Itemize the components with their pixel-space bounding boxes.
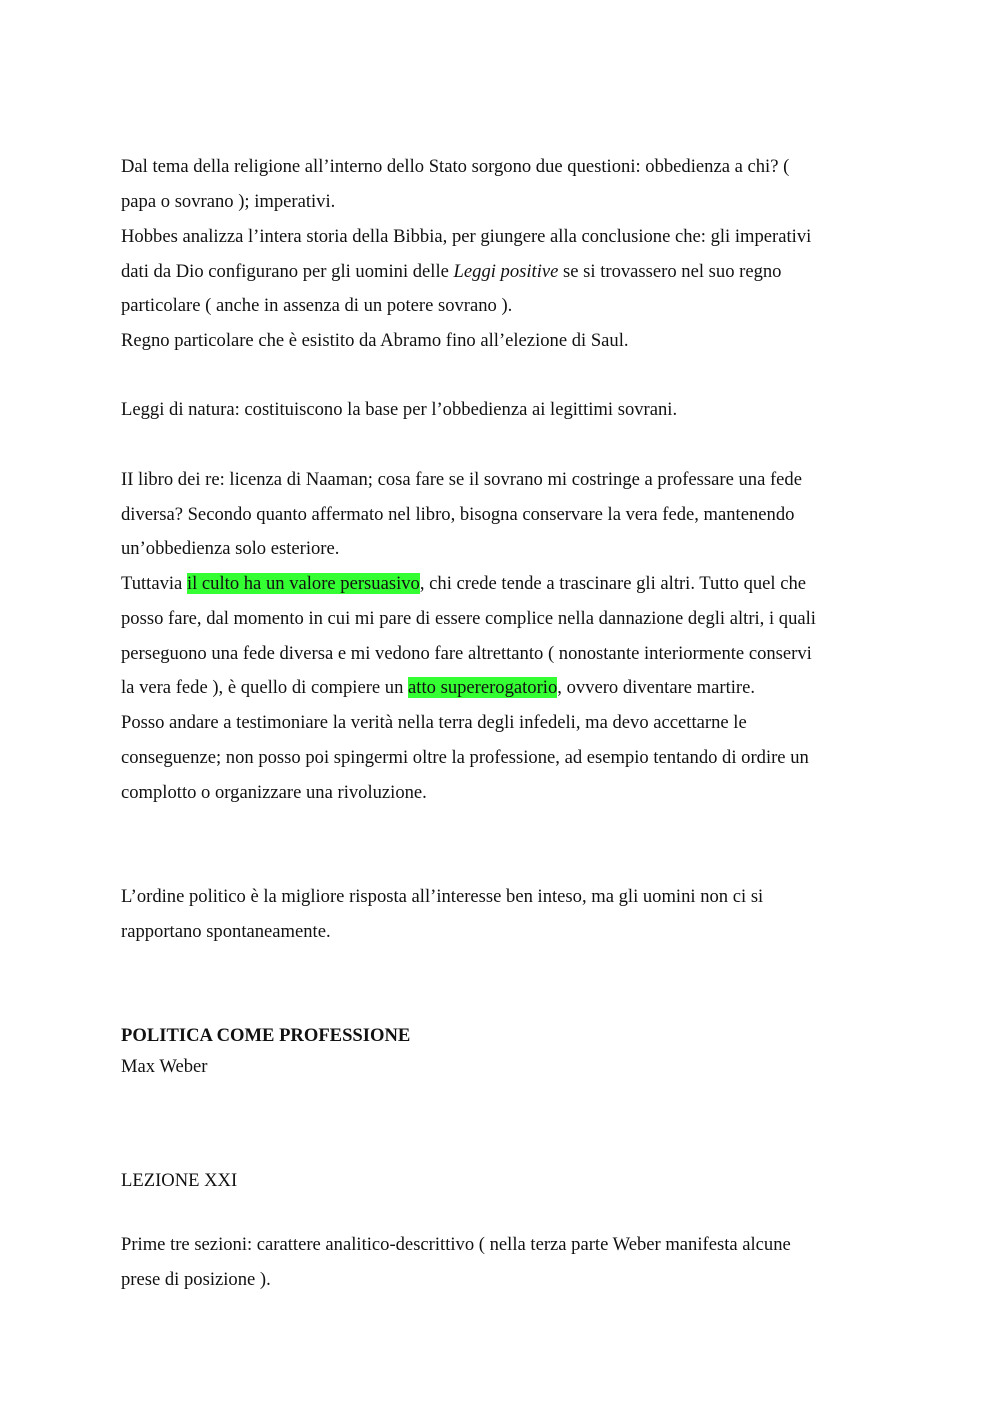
section-title: POLITICA COME PROFESSIONE [121,1025,411,1046]
lesson-heading: LEZIONE XXI [121,1170,238,1191]
paragraph-line: Prime tre sezioni: carattere analitico-descrittivo ( nella terza parte Weber manifesta alcune [121,1234,791,1255]
paragraph-line [121,255,781,289]
paragraph-line: particolare ( anche in assenza di un potere sovrano ). [121,295,513,316]
paragraph-line: L’ordine politico è la migliore risposta all’interesse ben inteso, ma gli uomini non ci si [121,886,764,907]
paragraph-line: rapportano spontaneamente. [121,921,331,942]
paragraph-line: diversa? Secondo quanto affermato nel libro, bisogna conservare la vera fede, mantenendo [121,504,795,525]
paragraph-line [121,567,806,601]
paragraph-line: Leggi di natura: costituiscono la base per l’obbedienza ai legittimi sovrani. [121,399,678,420]
paragraph-line: II libro dei re: licenza di Naaman; cosa fare se il sovrano mi costringe a professare una fede [121,469,802,490]
text-run: , ovvero diventare martire. [557,677,755,698]
paragraph-line: un’obbedienza solo esteriore. [121,538,340,559]
italic-text: Leggi positive [453,261,559,282]
paragraph-line: perseguono una fede diversa e mi vedono fare altrettanto ( nonostante interiormente conservi [121,643,812,664]
text-run: Tuttavia [121,573,187,594]
text-run: dati da Dio configurano per gli uomini delle [121,261,454,282]
paragraph-line: prese di posizione ). [121,1269,271,1290]
text-run: se si trovassero nel suo regno [558,261,782,282]
paragraph-line: Regno particolare che è esistito da Abramo fino all’elezione di Saul. [121,330,629,351]
paragraph-line: Hobbes analizza l’intera storia della Bibbia, per giungere alla conclusione che: gli imperativi [121,226,812,247]
section-author: Max Weber [121,1056,208,1077]
paragraph-line: Dal tema della religione all’interno dello Stato sorgono due questioni: obbedienza a chi? ( [121,156,790,177]
paragraph-line: complotto o organizzare una rivoluzione. [121,782,427,803]
paragraph-line: posso fare, dal momento in cui mi pare di essere complice nella dannazione degli altri, i quali [121,608,816,629]
paragraph-line: papa o sovrano ); imperativi. [121,191,336,212]
text-run: , chi crede tende a trascinare gli altri. Tutto quel che [419,573,807,594]
paragraph-line: Posso andare a testimoniare la verità nella terra degli infedeli, ma devo accettarne le [121,712,747,733]
highlighted-text: atto supererogatorio [408,677,558,698]
paragraph-line [121,671,755,705]
highlighted-text: il culto ha un valore persuasivo [186,573,420,594]
paragraph-line: conseguenze; non posso poi spingermi oltre la professione, ad esempio tentando di ordire un [121,747,809,768]
text-run: la vera fede ), è quello di compiere un [121,677,409,698]
